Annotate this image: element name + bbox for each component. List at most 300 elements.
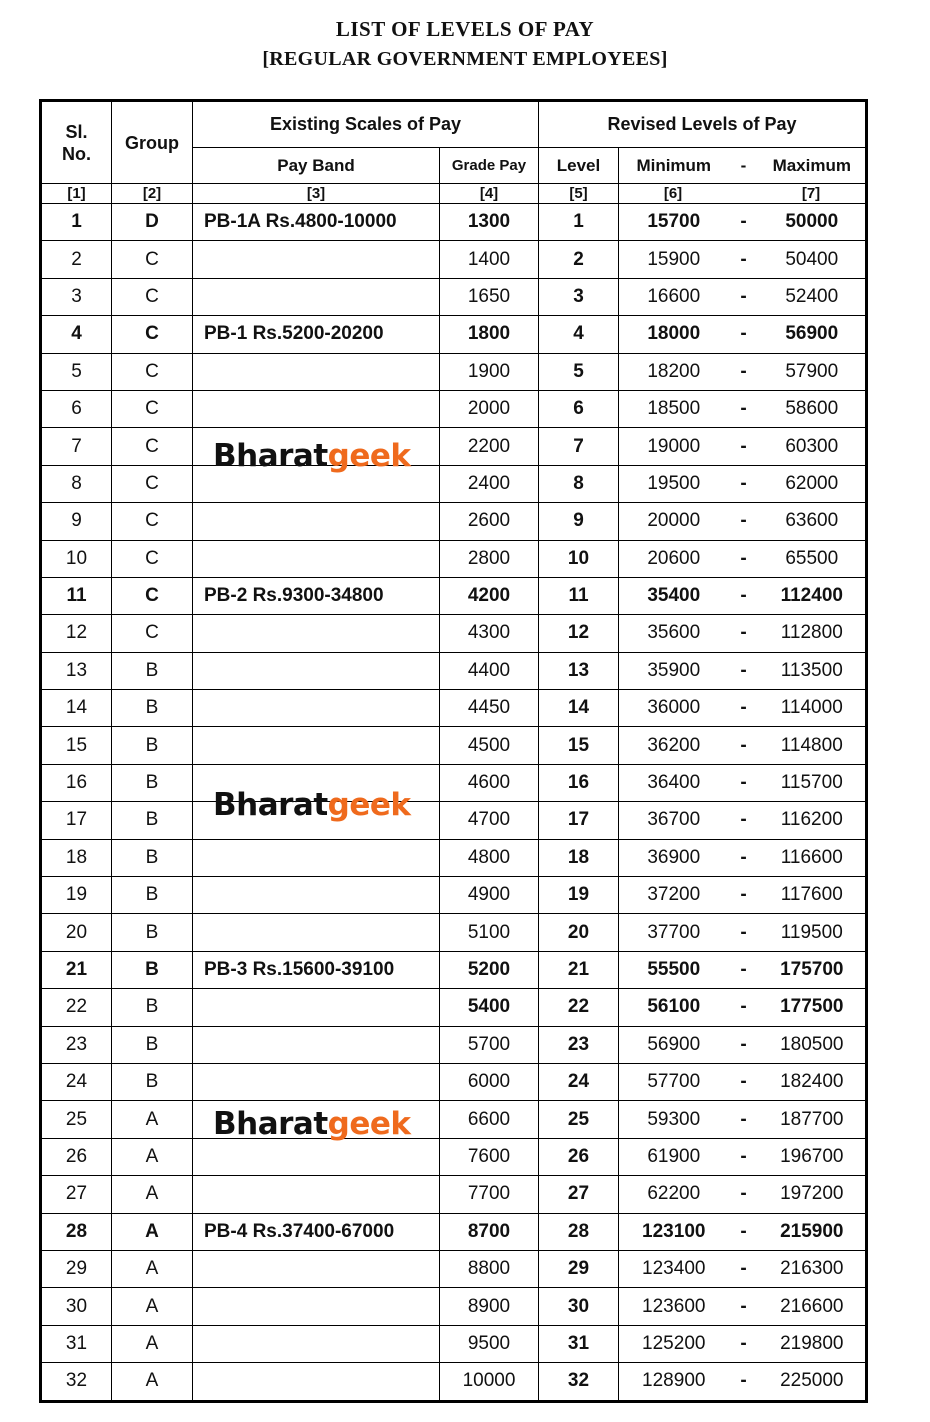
range-dash-cell: - (729, 727, 759, 764)
pay-band-cell (193, 1026, 440, 1063)
range-dash-cell: - (729, 1101, 759, 1138)
sl-no-cell: 16 (41, 764, 112, 801)
range-dash-cell: - (729, 465, 759, 502)
pay-band-cell (193, 390, 440, 427)
range-dash-cell: - (729, 1138, 759, 1175)
grade-pay-cell: 5200 (440, 951, 539, 988)
level-cell: 29 (539, 1250, 619, 1287)
column-index: [2] (112, 184, 193, 204)
table-row (41, 577, 867, 614)
sl-no-cell: 28 (41, 1213, 112, 1250)
sl-no-cell: 9 (41, 503, 112, 540)
minimum-cell: 62200 (619, 1176, 729, 1213)
page-title: LIST OF LEVELS OF PAY (335, 17, 595, 41)
group-cell: C (112, 615, 193, 652)
pay-band-cell: PB-3 Rs.15600-39100 (193, 951, 440, 988)
pay-band-cell (193, 1288, 440, 1325)
range-dash-cell: - (729, 1176, 759, 1213)
level-cell: 13 (539, 652, 619, 689)
grade-pay-cell: 9500 (440, 1325, 539, 1362)
range-dash-cell: - (729, 1250, 759, 1287)
range-dash-cell: - (729, 802, 759, 839)
maximum-cell: 196700 (759, 1138, 867, 1175)
level-cell: 28 (539, 1213, 619, 1250)
sl-no-cell: 32 (41, 1363, 112, 1401)
table-row (41, 652, 867, 689)
sl-no-header-line2: No. (62, 143, 91, 164)
range-dash-cell: - (729, 1325, 759, 1362)
sl-no-cell: 14 (41, 690, 112, 727)
table-row (41, 1250, 867, 1287)
minimum-cell: 123100 (619, 1213, 729, 1250)
sl-no-cell: 24 (41, 1063, 112, 1100)
range-dash-cell: - (729, 652, 759, 689)
maximum-header: Maximum (759, 148, 867, 184)
pay-band-cell (193, 278, 440, 315)
maximum-cell: 219800 (759, 1325, 867, 1362)
level-cell: 26 (539, 1138, 619, 1175)
maximum-cell: 215900 (759, 1213, 867, 1250)
sl-no-cell: 15 (41, 727, 112, 764)
minimum-cell: 19000 (619, 428, 729, 465)
minimum-cell: 55500 (619, 951, 729, 988)
grade-pay-cell: 4400 (440, 652, 539, 689)
group-cell: D (112, 204, 193, 241)
sl-no-header-line1: Sl. (65, 121, 88, 142)
group-cell: C (112, 465, 193, 502)
table-row (41, 1176, 867, 1213)
sl-no-cell: 12 (41, 615, 112, 652)
minimum-cell: 59300 (619, 1101, 729, 1138)
range-dash-cell: - (729, 1213, 759, 1250)
table-row (41, 390, 867, 427)
level-cell: 27 (539, 1176, 619, 1213)
table-row (41, 951, 867, 988)
maximum-cell: 225000 (759, 1363, 867, 1401)
table-row (41, 877, 867, 914)
sl-no-cell: 11 (41, 577, 112, 614)
table-row (41, 1213, 867, 1250)
range-dash-cell: - (729, 316, 759, 353)
grade-pay-cell: 8800 (440, 1250, 539, 1287)
sl-no-cell: 13 (41, 652, 112, 689)
sl-no-cell: 17 (41, 802, 112, 839)
level-cell: 19 (539, 877, 619, 914)
grade-pay-cell: 5700 (440, 1026, 539, 1063)
range-dash-cell: - (729, 241, 759, 278)
minimum-cell: 56100 (619, 989, 729, 1026)
pay-band-cell (193, 615, 440, 652)
pay-band-cell (193, 1138, 440, 1175)
minimum-cell: 18000 (619, 316, 729, 353)
maximum-cell: 112400 (759, 577, 867, 614)
level-cell: 10 (539, 540, 619, 577)
group-cell: A (112, 1250, 193, 1287)
range-dash-cell: - (729, 428, 759, 465)
grade-pay-cell: 1650 (440, 278, 539, 315)
minimum-cell: 57700 (619, 1063, 729, 1100)
range-dash-cell: - (729, 540, 759, 577)
grade-pay-cell: 4600 (440, 764, 539, 801)
group-cell: C (112, 353, 193, 390)
sl-no-cell: 18 (41, 839, 112, 876)
level-cell: 17 (539, 802, 619, 839)
watermark-logo: Bharatgeek (213, 438, 411, 474)
watermark-logo: Bharatgeek (213, 1106, 411, 1142)
pay-band-cell (193, 839, 440, 876)
table-row (41, 1363, 867, 1401)
table-row (41, 465, 867, 502)
range-dash-cell: - (729, 204, 759, 241)
group-cell: A (112, 1363, 193, 1401)
group-cell: A (112, 1288, 193, 1325)
sl-no-cell: 4 (41, 316, 112, 353)
table-row (41, 428, 867, 465)
column-index: [3] (193, 184, 440, 204)
sl-no-cell: 7 (41, 428, 112, 465)
grade-pay-cell: 8900 (440, 1288, 539, 1325)
group-cell: B (112, 951, 193, 988)
group-cell: B (112, 652, 193, 689)
maximum-cell: 65500 (759, 540, 867, 577)
table-row (41, 1026, 867, 1063)
grade-pay-cell: 2200 (440, 428, 539, 465)
table-row (41, 1063, 867, 1100)
maximum-cell: 197200 (759, 1176, 867, 1213)
maximum-cell: 57900 (759, 353, 867, 390)
minimum-cell: 36400 (619, 764, 729, 801)
grade-pay-cell: 2600 (440, 503, 539, 540)
group-cell: C (112, 390, 193, 427)
minimum-cell: 56900 (619, 1026, 729, 1063)
pay-band-header: Pay Band (193, 148, 440, 184)
grade-pay-cell: 5400 (440, 989, 539, 1026)
group-cell: A (112, 1325, 193, 1362)
grade-pay-header: Grade Pay (440, 148, 539, 184)
table-row (41, 1288, 867, 1325)
sl-no-cell: 21 (41, 951, 112, 988)
sl-no-cell: 22 (41, 989, 112, 1026)
grade-pay-cell: 7700 (440, 1176, 539, 1213)
grade-pay-cell: 2400 (440, 465, 539, 502)
sl-no-cell: 31 (41, 1325, 112, 1362)
group-header: Group (112, 101, 193, 184)
level-cell: 22 (539, 989, 619, 1026)
level-cell: 16 (539, 764, 619, 801)
maximum-cell: 187700 (759, 1101, 867, 1138)
group-cell: B (112, 1063, 193, 1100)
range-dash-cell: - (729, 1363, 759, 1401)
minimum-cell: 61900 (619, 1138, 729, 1175)
table-row (41, 727, 867, 764)
pay-band-cell (193, 540, 440, 577)
level-cell: 5 (539, 353, 619, 390)
range-dash-cell: - (729, 390, 759, 427)
range-dash-cell: - (729, 615, 759, 652)
grade-pay-cell: 6600 (440, 1101, 539, 1138)
minimum-cell: 18200 (619, 353, 729, 390)
pay-band-cell: PB-1 Rs.5200-20200 (193, 316, 440, 353)
group-cell: A (112, 1138, 193, 1175)
pay-band-cell (193, 1325, 440, 1362)
minimum-cell: 19500 (619, 465, 729, 502)
watermark-logo: Bharatgeek (213, 787, 411, 823)
maximum-cell: 50400 (759, 241, 867, 278)
level-cell: 31 (539, 1325, 619, 1362)
level-cell: 9 (539, 503, 619, 540)
group-cell: B (112, 764, 193, 801)
range-dash-cell: - (729, 764, 759, 801)
maximum-cell: 116200 (759, 802, 867, 839)
maximum-cell: 62000 (759, 465, 867, 502)
table-row (41, 802, 867, 839)
pay-band-cell (193, 727, 440, 764)
maximum-cell: 216300 (759, 1250, 867, 1287)
sl-no-cell: 29 (41, 1250, 112, 1287)
group-cell: A (112, 1101, 193, 1138)
group-cell: B (112, 989, 193, 1026)
level-header: Level (539, 148, 619, 184)
maximum-cell: 177500 (759, 989, 867, 1026)
maximum-cell: 114800 (759, 727, 867, 764)
minimum-cell: 125200 (619, 1325, 729, 1362)
table-row (41, 1138, 867, 1175)
maximum-cell: 113500 (759, 652, 867, 689)
level-cell: 15 (539, 727, 619, 764)
pay-band-cell: PB-2 Rs.9300-34800 (193, 577, 440, 614)
table-row (41, 204, 867, 241)
sl-no-cell: 5 (41, 353, 112, 390)
group-cell: B (112, 877, 193, 914)
group-cell: C (112, 540, 193, 577)
maximum-cell: 116600 (759, 839, 867, 876)
grade-pay-cell: 6000 (440, 1063, 539, 1100)
range-dash-cell: - (729, 951, 759, 988)
level-cell: 4 (539, 316, 619, 353)
pay-band-cell: PB-4 Rs.37400-67000 (193, 1213, 440, 1250)
range-dash-cell: - (729, 1288, 759, 1325)
level-cell: 12 (539, 615, 619, 652)
sl-no-cell: 30 (41, 1288, 112, 1325)
sl-no-cell: 2 (41, 241, 112, 278)
pay-band-cell (193, 690, 440, 727)
table-row (41, 316, 867, 353)
maximum-cell: 182400 (759, 1063, 867, 1100)
sl-no-cell: 25 (41, 1101, 112, 1138)
sl-no-cell: 20 (41, 914, 112, 951)
grade-pay-cell: 4800 (440, 839, 539, 876)
range-dash-cell: - (729, 839, 759, 876)
level-cell: 11 (539, 577, 619, 614)
sl-no-cell: 3 (41, 278, 112, 315)
minimum-cell: 128900 (619, 1363, 729, 1401)
sl-no-cell: 10 (41, 540, 112, 577)
maximum-cell: 115700 (759, 764, 867, 801)
level-cell: 14 (539, 690, 619, 727)
group-cell: B (112, 839, 193, 876)
maximum-cell: 114000 (759, 690, 867, 727)
group-cell: A (112, 1176, 193, 1213)
minimum-cell: 36700 (619, 802, 729, 839)
grade-pay-cell: 1400 (440, 241, 539, 278)
grade-pay-cell: 2000 (440, 390, 539, 427)
level-cell: 20 (539, 914, 619, 951)
minimum-cell: 35900 (619, 652, 729, 689)
grade-pay-cell: 4500 (440, 727, 539, 764)
range-dash-cell: - (729, 577, 759, 614)
minimum-cell: 20000 (619, 503, 729, 540)
grade-pay-cell: 4700 (440, 802, 539, 839)
level-cell: 32 (539, 1363, 619, 1401)
grade-pay-cell: 1300 (440, 204, 539, 241)
page-subtitle: [REGULAR GOVERNMENT EMPLOYEES] (262, 48, 668, 70)
level-cell: 18 (539, 839, 619, 876)
pay-band-cell: PB-1A Rs.4800-10000 (193, 204, 440, 241)
maximum-cell: 180500 (759, 1026, 867, 1063)
grade-pay-cell: 1900 (440, 353, 539, 390)
pay-band-cell (193, 241, 440, 278)
maximum-cell: 117600 (759, 877, 867, 914)
group-cell: C (112, 428, 193, 465)
grade-pay-cell: 10000 (440, 1363, 539, 1401)
maximum-cell: 50000 (759, 204, 867, 241)
range-dash-cell: - (729, 989, 759, 1026)
pay-levels-table (39, 99, 868, 1403)
level-cell: 30 (539, 1288, 619, 1325)
pay-band-cell (193, 1063, 440, 1100)
table-row (41, 540, 867, 577)
sl-no-cell: 27 (41, 1176, 112, 1213)
pay-band-cell (193, 652, 440, 689)
column-index: [4] (440, 184, 539, 204)
minimum-cell: 123600 (619, 1288, 729, 1325)
group-cell: B (112, 727, 193, 764)
column-index-pair (619, 184, 867, 204)
minimum-cell: 36200 (619, 727, 729, 764)
existing-scales-header: Existing Scales of Pay (193, 101, 539, 148)
pay-band-cell (193, 989, 440, 1026)
range-dash-cell: - (729, 353, 759, 390)
maximum-cell: 63600 (759, 503, 867, 540)
title-block (0, 14, 930, 74)
table-row (41, 615, 867, 652)
range-dash-cell: - (729, 690, 759, 727)
range-dash-cell: - (729, 278, 759, 315)
sl-no-cell: 23 (41, 1026, 112, 1063)
group-cell: B (112, 802, 193, 839)
maximum-cell: 112800 (759, 615, 867, 652)
group-cell: C (112, 316, 193, 353)
group-cell: C (112, 503, 193, 540)
column-index: [7] (801, 185, 821, 202)
table-row (41, 989, 867, 1026)
grade-pay-cell: 7600 (440, 1138, 539, 1175)
sl-no-cell: 19 (41, 877, 112, 914)
minimum-cell: 20600 (619, 540, 729, 577)
level-cell: 6 (539, 390, 619, 427)
table-row (41, 353, 867, 390)
column-index-row (41, 184, 867, 204)
table-row (41, 278, 867, 315)
minimum-cell: 36900 (619, 839, 729, 876)
table-row (41, 241, 867, 278)
table-row (41, 839, 867, 876)
group-cell: B (112, 914, 193, 951)
table-row (41, 503, 867, 540)
grade-pay-cell: 4200 (440, 577, 539, 614)
pay-band-cell (193, 914, 440, 951)
maximum-cell: 175700 (759, 951, 867, 988)
range-dash-cell: - (729, 1063, 759, 1100)
column-index: [5] (539, 184, 619, 204)
column-index: [1] (41, 184, 112, 204)
grade-pay-cell: 2800 (440, 540, 539, 577)
minimum-cell: 123400 (619, 1250, 729, 1287)
minimum-cell: 18500 (619, 390, 729, 427)
minimum-header: Minimum (619, 148, 729, 184)
level-cell: 7 (539, 428, 619, 465)
grade-pay-cell: 8700 (440, 1213, 539, 1250)
level-cell: 8 (539, 465, 619, 502)
table-row (41, 1325, 867, 1362)
range-dash-cell: - (729, 914, 759, 951)
column-index: [6] (663, 185, 683, 202)
sl-no-header (41, 101, 112, 184)
maximum-cell: 58600 (759, 390, 867, 427)
group-cell: B (112, 690, 193, 727)
grade-pay-cell: 1800 (440, 316, 539, 353)
table-row (41, 764, 867, 801)
grade-pay-cell: 4900 (440, 877, 539, 914)
table-row (41, 1101, 867, 1138)
maximum-cell: 60300 (759, 428, 867, 465)
table-row (41, 690, 867, 727)
range-dash-cell: - (729, 503, 759, 540)
group-cell: A (112, 1213, 193, 1250)
sl-no-cell: 26 (41, 1138, 112, 1175)
minimum-cell: 37700 (619, 914, 729, 951)
grade-pay-cell: 4300 (440, 615, 539, 652)
group-cell: C (112, 241, 193, 278)
minimum-cell: 15700 (619, 204, 729, 241)
revised-levels-header: Revised Levels of Pay (539, 101, 867, 148)
level-cell: 1 (539, 204, 619, 241)
header-row-1 (41, 101, 867, 148)
range-dash-cell: - (729, 1026, 759, 1063)
maximum-cell: 56900 (759, 316, 867, 353)
pay-band-cell (193, 353, 440, 390)
table-row (41, 914, 867, 951)
grade-pay-cell: 4450 (440, 690, 539, 727)
minimum-cell: 36000 (619, 690, 729, 727)
range-dash-cell: - (729, 877, 759, 914)
minimum-cell: 15900 (619, 241, 729, 278)
sl-no-cell: 1 (41, 204, 112, 241)
maximum-cell: 216600 (759, 1288, 867, 1325)
pay-band-cell (193, 503, 440, 540)
sl-no-cell: 6 (41, 390, 112, 427)
minimum-cell: 35400 (619, 577, 729, 614)
level-cell: 21 (539, 951, 619, 988)
sl-no-cell: 8 (41, 465, 112, 502)
group-cell: C (112, 577, 193, 614)
pay-band-cell (193, 877, 440, 914)
minimum-cell: 37200 (619, 877, 729, 914)
level-cell: 24 (539, 1063, 619, 1100)
minimum-cell: 16600 (619, 278, 729, 315)
group-cell: B (112, 1026, 193, 1063)
pay-band-cell (193, 1250, 440, 1287)
